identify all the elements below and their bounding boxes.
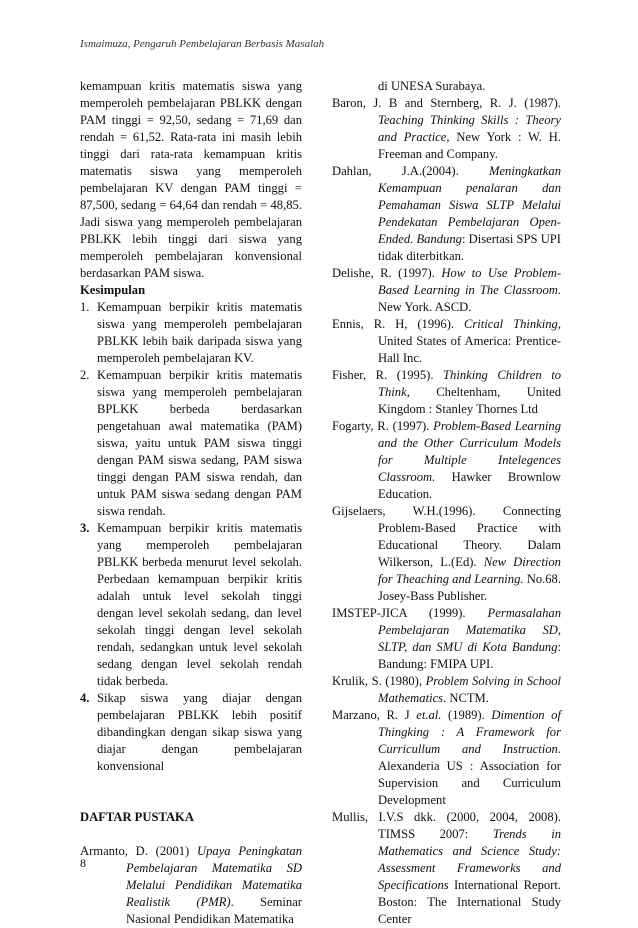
reference-author: Krulik, S. (1980), (332, 674, 423, 688)
reference-author: Baron, J. B and Sternberg, R. J. (1987). (332, 96, 561, 110)
conclusion-item (80, 520, 302, 690)
reference-title: Meningkatkan Kemampuan penalaran dan Pemahaman Siswa SLTP Melalui Pendekatan Pembelajaran Open-Ended. Bandung (378, 164, 561, 246)
reference-title: Teaching Thinking Skills : Theory and Practice (378, 113, 561, 144)
reference-detail: . New York. ASCD. (378, 283, 561, 314)
intro-paragraph: kemampuan kritis matematis siswa yang memperoleh pembelajaran PBLKK dengan PAM tinggi = 92,50, sedang = 71,69 dan rendah = 61,52. Rata-rata ini masih lebih tinggi dari rata-rata kemampuan kritis matematis siswa yang memperoleh pembelajaran KV dengan PAM tinggi = 87,500, sedang = 64,64 dan rendah = 48,85. Jadi siswa yang memperoleh pembelajaran PBLKK lebih tinggi dari siswa yang memperoleh pembelajaran konvensional berdasarkan PAM siswa. (80, 79, 302, 280)
reference-entry (332, 673, 561, 707)
reference-entry (332, 265, 561, 316)
reference-author: Marzano, R. J (332, 708, 410, 722)
reference-title: Dimention of Thingking : A Framework for Curricullum and Instruction. (378, 708, 561, 756)
right-column (332, 78, 561, 928)
reference-title: Problem-Based Learning and the Other Curriculum Models for Multiple Intelegences Classroom. (378, 419, 561, 484)
reference-entry (332, 418, 561, 503)
running-header: Ismaimuza, Pengaruh Pembelajaran Berbasis Masalah (80, 38, 325, 50)
reference-detail: Connecting Problem-Based Practice with Educational Theory. Dalam Wilkerson, L.(Ed). (378, 504, 561, 569)
reference-entry (332, 503, 561, 605)
reference-detail: Alexanderia US : Association for Supervision and Curriculum Development (378, 759, 561, 807)
conclusion-number: 4. (80, 691, 90, 705)
conclusion-number: 3. (80, 521, 90, 535)
reference-title: Upaya Peningkatan Pembelajaran Matematika SD Melalui Pendidikan Matematika Realistik (PMR) (126, 844, 302, 909)
left-column (80, 78, 302, 928)
conclusion-heading: Kesimpulan (80, 283, 146, 297)
conclusion-item (80, 367, 302, 520)
conclusion-item (80, 690, 302, 775)
reference-title: Trends in Mathematics and Science Study: Assessment Frameworks and Specifications (378, 827, 561, 892)
reference-title: Critical Thinking, (463, 317, 561, 331)
reference-entry (332, 95, 561, 163)
conclusion-text: Kemampuan berpikir kritis matematis yang memperoleh pembelajaran PBLKK berbeda menurut level sekolah. Perbedaan kemampuan berpikir kritis adalah untuk level sekolah tinggi dengan level sekolah sedang, dan level sekolah tinggi dengan level sekolah rendah, sedangkan untuk level sekolah sedang dengan level sekolah rendah tidak berbeda. (97, 521, 302, 688)
conclusion-text: Sikap siswa yang diajar dengan pembelajaran PBLKK lebih positif dibandingkan dengan sikap siswa yang diajar dengan pembelajaran konvensional (97, 691, 302, 773)
reference-entry (332, 163, 561, 265)
reference-title: Permasalahan Pembelajaran Matematika SD, SLTP, dan SMU di Kota Bandung (378, 606, 561, 654)
reference-author: Ennis, R. H, (1996). (332, 317, 455, 331)
reference-entry (332, 605, 561, 673)
conclusion-list (80, 299, 302, 775)
reference-title: New Direction for Theaching and Learning. (378, 555, 561, 586)
reference-entry (332, 809, 561, 928)
conclusion-item (80, 299, 302, 367)
reference-author: Fisher, R. (1995). (332, 368, 434, 382)
reference-author: Fogarty, R. (1997). (332, 419, 430, 433)
reference-detail: . Seminar Nasional Pendidikan Matematika (126, 895, 302, 926)
reference-entry (80, 843, 302, 928)
reference-detail: : Bandung: FMIPA UPI. (378, 640, 561, 671)
reference-detail: International Report. Boston: The International Study Center (378, 878, 561, 926)
reference-detail: United States of America: Prentice-Hall Inc. (378, 334, 561, 365)
conclusion-number: 1. (80, 300, 90, 314)
reference-title: et.al. (416, 708, 442, 722)
reference-detail: : Disertasi SPS UPI tidak diterbitkan. (378, 232, 561, 263)
reference-author: Dahlan, J.A.(2004). (332, 164, 459, 178)
conclusion-text: Kemampuan berpikir kritis matematis siswa yang memperoleh pembelajaran PBLKK lebih baik daripada siswa yang memperoleh pembelajaran KV. (97, 300, 302, 365)
reference-detail: , New York : W. H. Freeman and Company. (378, 130, 562, 161)
reference-continuation: di UNESA Surabaya. (378, 79, 486, 93)
reference-detail: Hawker Brownlow Education. (378, 470, 561, 501)
reference-author: IMSTEP-JICA (1999). (332, 606, 466, 620)
reference-title: Thinking Children to Think (378, 368, 561, 399)
reference-detail: . NCTM. (443, 691, 489, 705)
reference-entry (332, 707, 561, 809)
reference-author: Delishe, R. (1997). (332, 266, 435, 280)
conclusion-text: Kemampuan berpikir kritis matematis siswa yang memperoleh pembelajaran BPLKK berbeda berdasarkan pengetahuan awal matematika (PAM) siswa, yaitu untuk PAM siswa tinggi dengan PAM siswa sedang, PAM siswa tinggi dengan PAM siswa rendah, dan untuk PAM siswa sedang dengan PAM siswa rendah. (97, 368, 302, 518)
reference-author: Gijselaers, W.H.(1996). (332, 504, 476, 518)
reference-entry (332, 367, 561, 418)
reference-title: How to Use Problem-Based Learning in The Classroom (378, 266, 562, 297)
reference-author: Mullis, I.V.S dkk. (2000, 2004, 2008). TIMSS 2007: (332, 810, 561, 841)
reference-detail: (1989). (441, 708, 492, 722)
references-heading: DAFTAR PUSTAKA (80, 810, 194, 824)
reference-entry (332, 316, 561, 367)
reference-detail: No.68. Josey-Bass Publisher. (378, 572, 562, 603)
conclusion-number: 2. (80, 368, 90, 382)
page-number: 8 (80, 856, 86, 870)
reference-author: Armanto, D. (2001) (80, 844, 190, 858)
reference-detail: , Cheltenham, United Kingdom : Stanley Thornes Ltd (378, 385, 561, 416)
reference-title: Problem Solving in School Mathematics (378, 674, 561, 705)
